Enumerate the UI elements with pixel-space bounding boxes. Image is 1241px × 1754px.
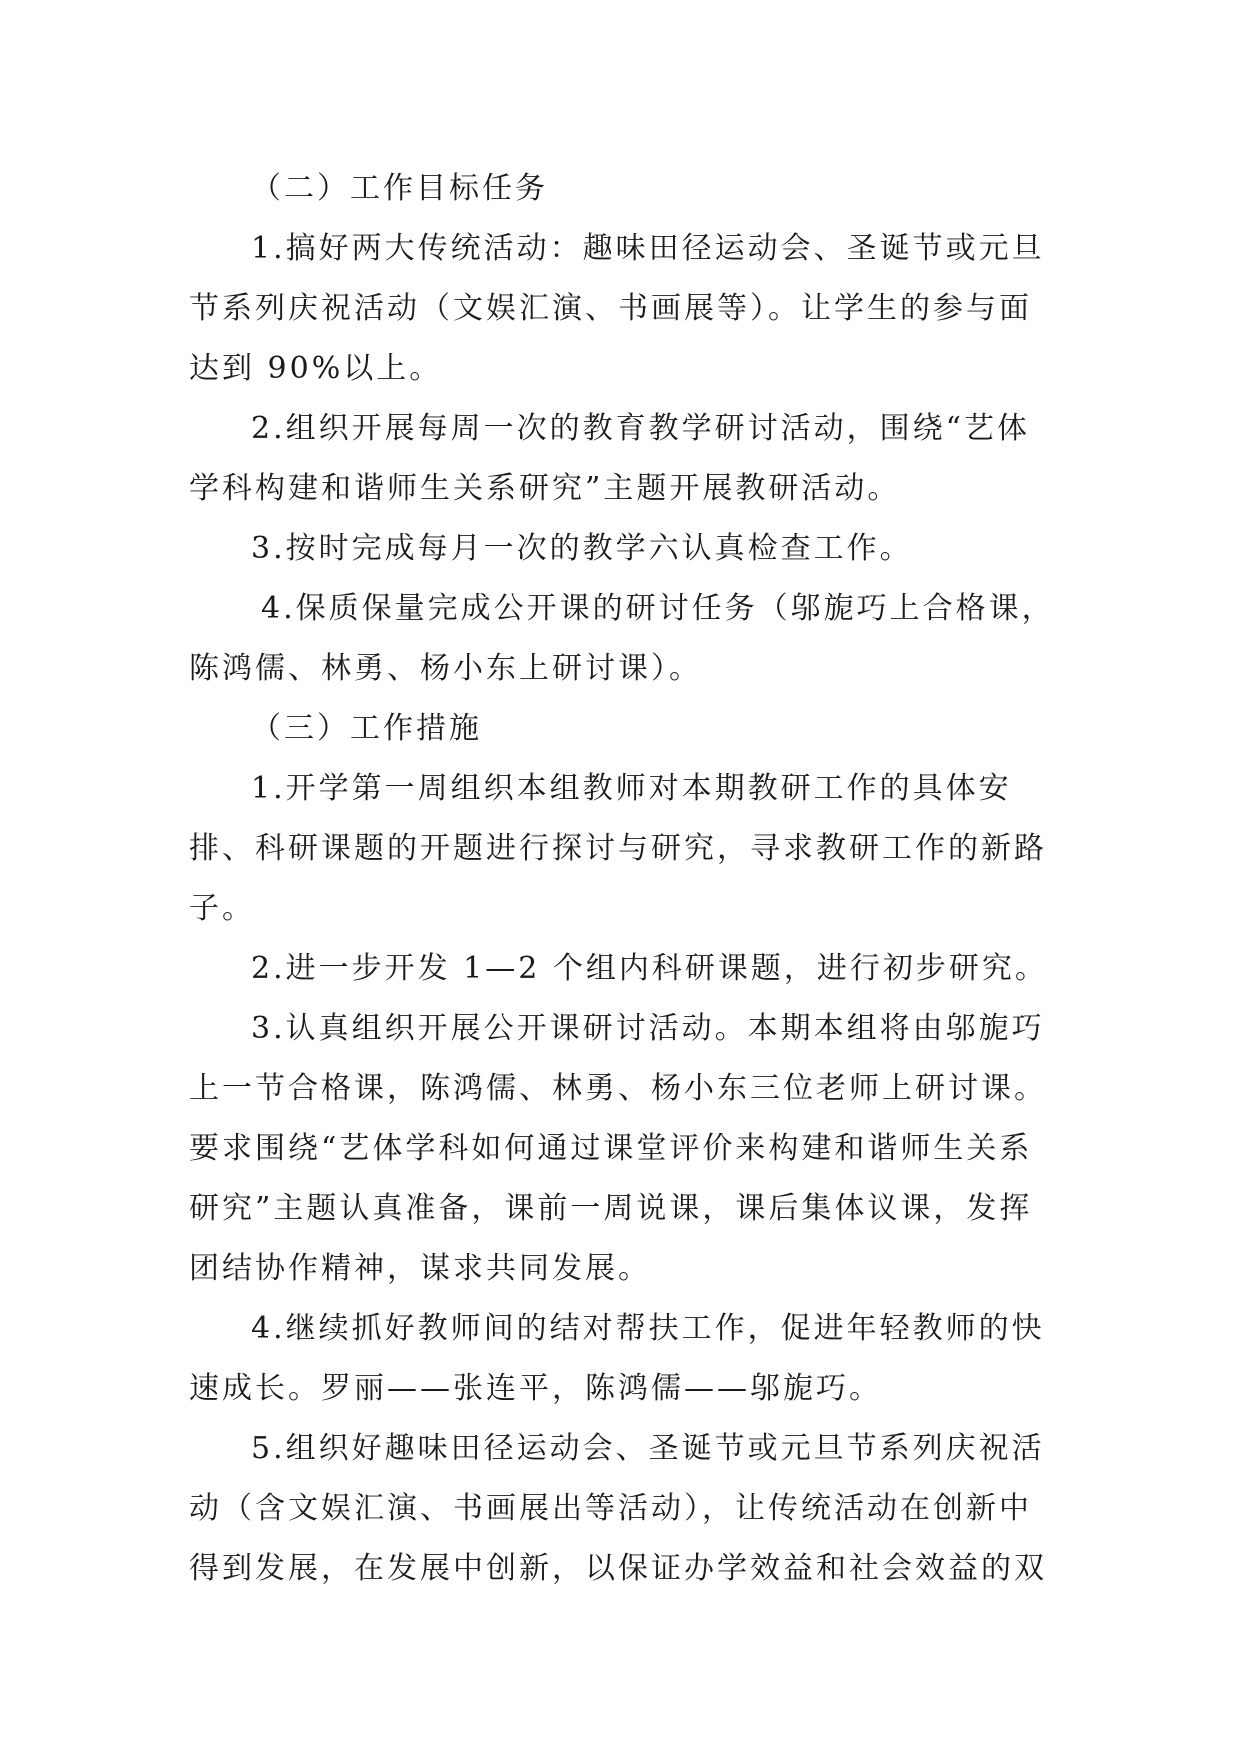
section-heading-goals: （二）工作目标任务 [251,171,548,206]
section-heading-measures: （三）工作措施 [251,711,482,746]
paragraph-line: 子。 [189,891,255,926]
paragraph-line: 排、科研课题的开题进行探讨与研究，寻求教研工作的新路 [189,831,1047,866]
paragraph-line: 研究”主题认真准备，课前一周说课，课后集体议课，发挥 [189,1191,1033,1226]
paragraph-line: 得到发展，在发展中创新，以保证办学效益和社会效益的双 [189,1551,1047,1586]
paragraph-line: 陈鸿儒、林勇、杨小东上研讨课）。 [189,651,702,686]
paragraph-line: 4.保质保量完成公开课的研讨任务（邬旎巧上合格课， [261,591,1055,626]
paragraph-line: 2.进一步开发 1—2 个组内科研课题，进行初步研究。 [251,951,1048,986]
paragraph-line: 2.组织开展每周一次的教育教学研讨活动，围绕“艺体 [251,411,1030,446]
paragraph-line: 1.搞好两大传统活动：趣味田径运动会、圣诞节或元旦 [251,231,1045,266]
paragraph-line: 学科构建和谐师生关系研究”主题开展教研活动。 [189,471,901,506]
paragraph-line: 5.组织好趣味田径运动会、圣诞节或元旦节系列庆祝活 [251,1431,1045,1466]
paragraph-line: 达到 90%以上。 [189,351,443,386]
paragraph-line: 3.按时完成每月一次的教学六认真检查工作。 [251,531,913,566]
paragraph-line: 4.继续抓好教师间的结对帮扶工作，促进年轻教师的快 [251,1311,1045,1346]
document-body [189,159,1069,1599]
paragraph-line: 节系列庆祝活动（文娱汇演、书画展等）。让学生的参与面 [189,291,1032,326]
paragraph-line: 速成长。罗丽——张连平，陈鸿儒——邬旎巧。 [189,1371,882,1406]
paragraph-line: 1.开学第一周组织本组教师对本期教研工作的具体安 [251,771,1012,806]
paragraph-line: 团结协作精神，谋求共同发展。 [189,1251,651,1286]
paragraph-line: 动（含文娱汇演、书画展出等活动），让传统活动在创新中 [189,1491,1032,1526]
paragraph-line: 要求围绕“艺体学科如何通过课堂评价来构建和谐师生关系 [189,1131,1033,1166]
paragraph-line: 3.认真组织开展公开课研讨活动。本期本组将由邬旎巧 [251,1011,1045,1046]
paragraph-line: 上一节合格课，陈鸿儒、林勇、杨小东三位老师上研讨课。 [189,1071,1047,1106]
